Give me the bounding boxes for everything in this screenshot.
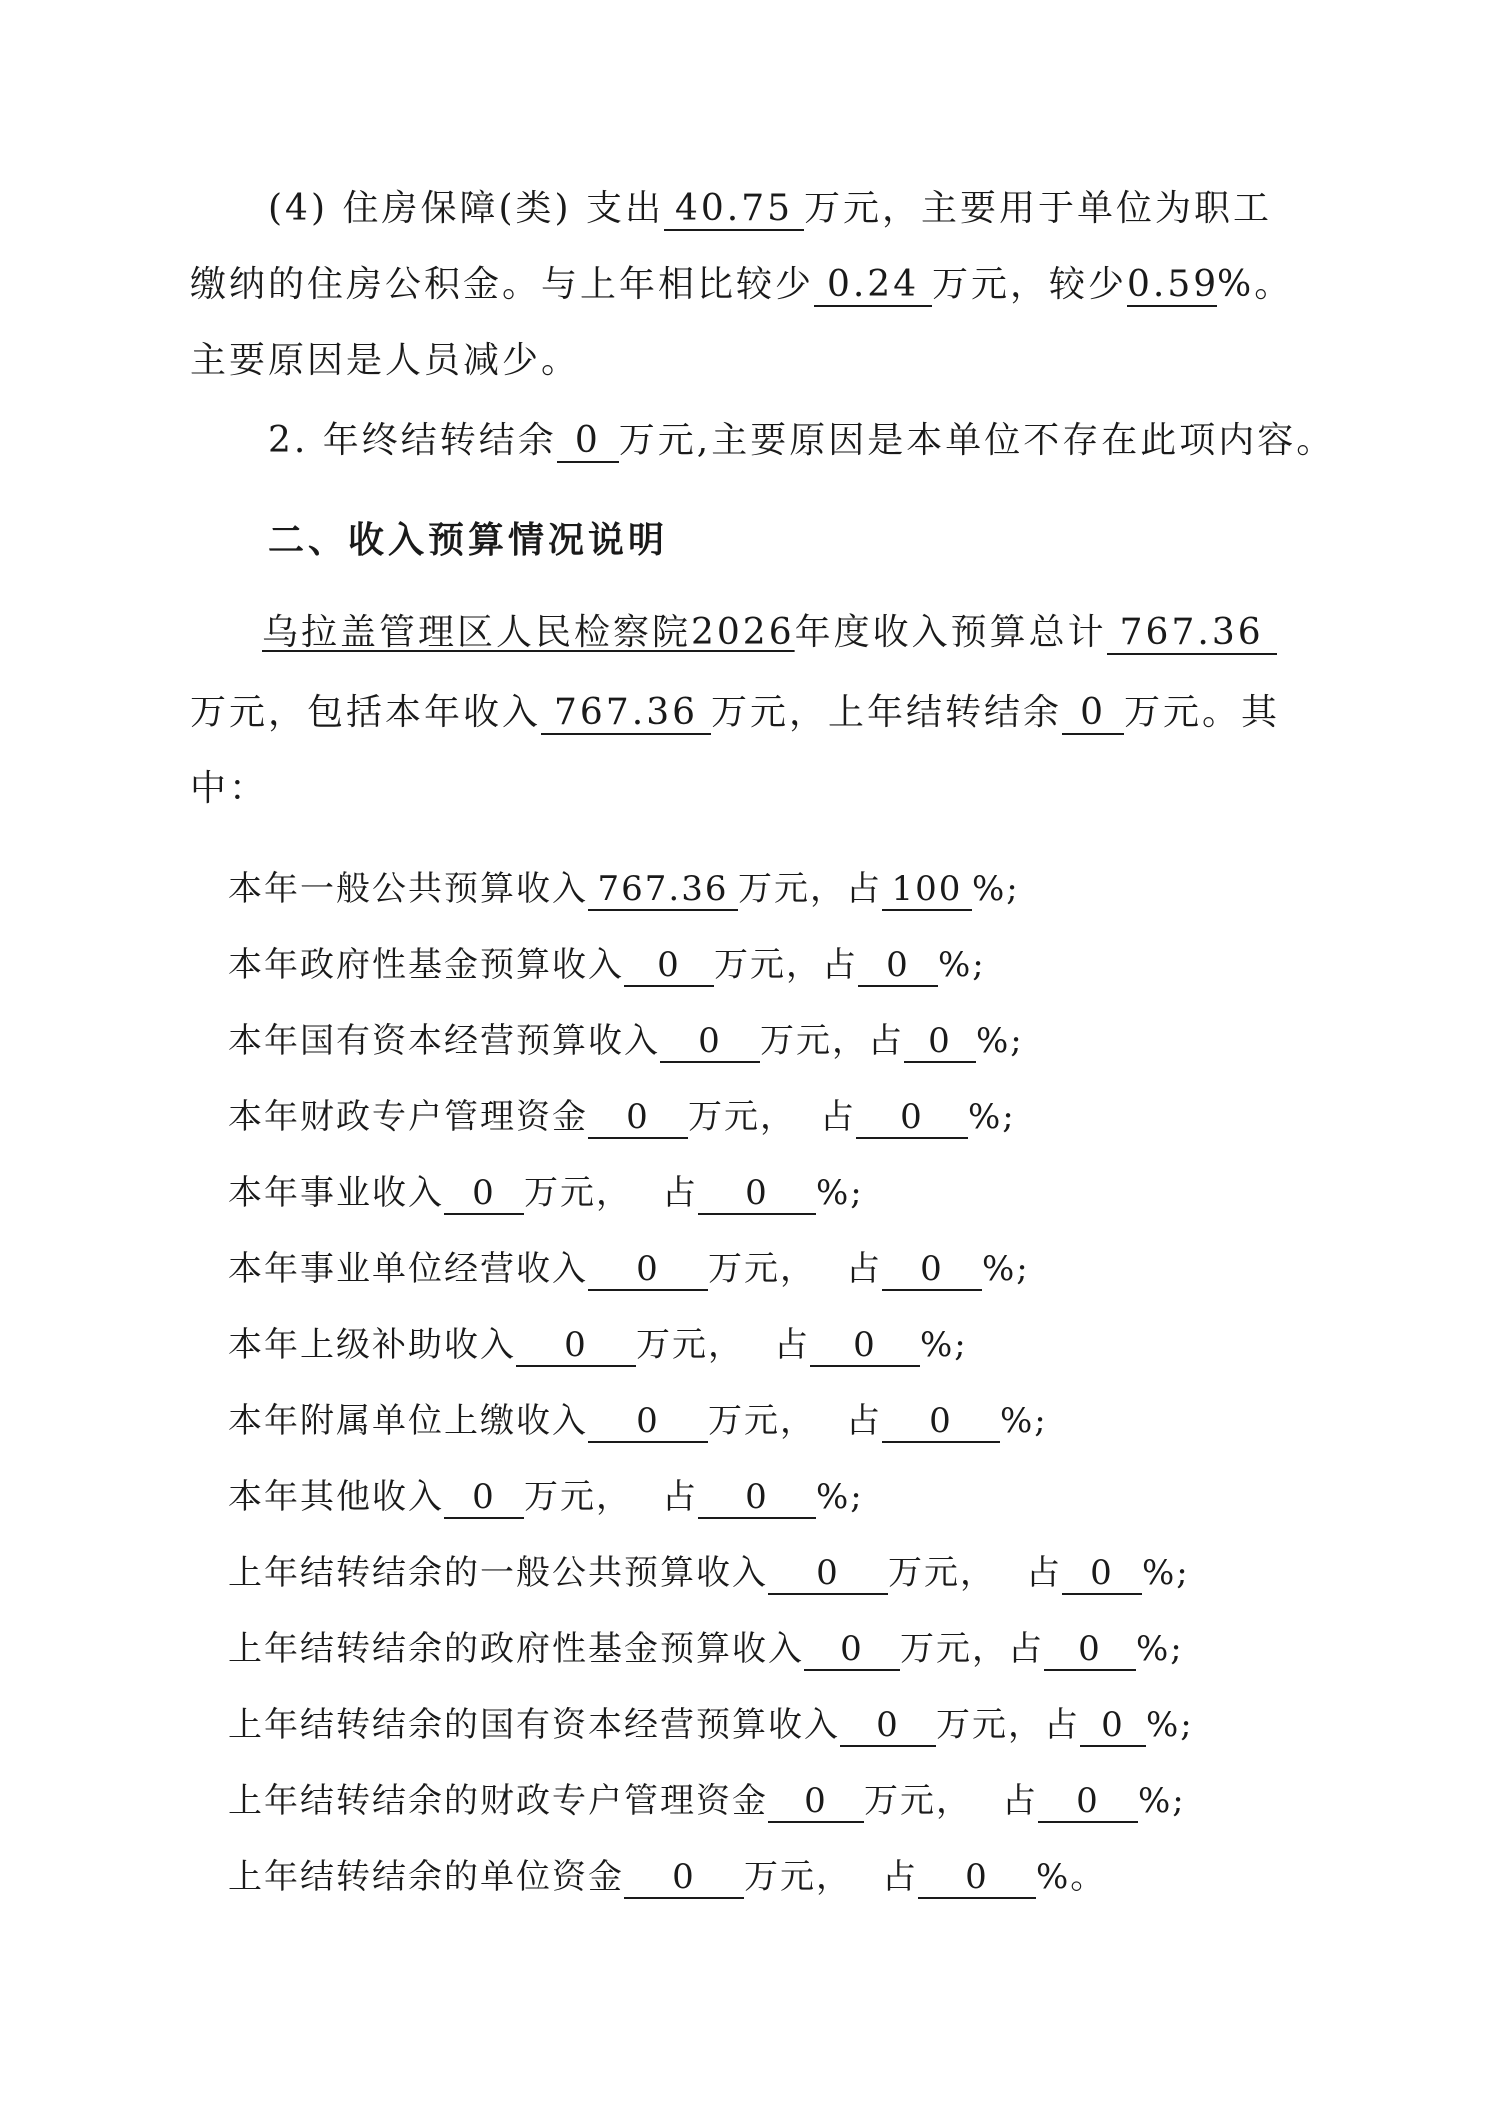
- summary-total: 767.36: [1107, 613, 1277, 655]
- item-end: %。: [1036, 1857, 1107, 1897]
- item-end: %;: [1142, 1553, 1190, 1593]
- summary-unit: 乌拉盖管理区人民检察院2026: [262, 612, 795, 653]
- item-label: 上年结转结余的一般公共预算收入: [228, 1553, 768, 1593]
- housing-amount: 40.75: [664, 189, 804, 231]
- item-share-label: 占: [820, 1097, 856, 1137]
- summary-current: 767.36: [541, 693, 711, 735]
- carryover-suffix: 万元,主要原因是本单位不存在此项内容。: [618, 420, 1336, 461]
- item-end: %;: [976, 1021, 1024, 1061]
- item-unit: 万元，: [636, 1325, 744, 1365]
- carryover-line: [268, 418, 1335, 464]
- item-label: 本年其他收入: [228, 1477, 444, 1517]
- item-end: %;: [1138, 1781, 1186, 1821]
- item-share-label: 占: [822, 945, 858, 985]
- item-share: 0: [918, 1857, 1036, 1899]
- item-amount: 0: [768, 1553, 888, 1595]
- list-item: [228, 1398, 1048, 1444]
- summary-line2c: 万元。其: [1124, 692, 1281, 733]
- item-label: 上年结转结余的国有资本经营预算收入: [228, 1705, 840, 1745]
- housing-prefix: (4) 住房保障(类) 支出: [268, 188, 664, 229]
- item-share: 0: [856, 1097, 968, 1139]
- item-label: 上年结转结余的财政专户管理资金: [228, 1781, 768, 1821]
- item-share: 100: [882, 869, 972, 911]
- summary-mid: 年度收入预算总计: [794, 612, 1107, 653]
- item-label: 本年事业收入: [228, 1173, 444, 1213]
- housing-line-2: [190, 262, 1293, 308]
- carryover-amount: 0: [557, 421, 619, 463]
- item-unit: 万元，: [936, 1705, 1044, 1745]
- item-share: 0: [882, 1249, 982, 1291]
- item-amount: 0: [588, 1249, 708, 1291]
- item-label: 本年事业单位经营收入: [228, 1249, 588, 1289]
- item-unit: 万元，: [744, 1857, 852, 1897]
- item-end: %;: [1146, 1705, 1194, 1745]
- list-item: [228, 1018, 1024, 1064]
- housing-line-1: [268, 186, 1272, 232]
- list-item: [228, 1778, 1186, 1824]
- list-item: [228, 1246, 1030, 1292]
- item-end: %;: [816, 1173, 864, 1213]
- item-share: 0: [1038, 1781, 1138, 1823]
- list-item: [228, 942, 986, 988]
- list-item: [228, 1094, 1016, 1140]
- housing-line2b: 万元，较少: [932, 264, 1128, 305]
- item-share-label: 占: [1002, 1781, 1038, 1821]
- item-end: %;: [972, 869, 1020, 909]
- housing-line2a: 缴纳的住房公积金。与上年相比较少: [190, 264, 815, 305]
- item-end: %;: [920, 1325, 968, 1365]
- item-share-label: 占: [846, 1401, 882, 1441]
- item-amount: 0: [624, 1857, 744, 1899]
- item-share-label: 占: [846, 869, 882, 909]
- item-end: %;: [968, 1097, 1016, 1137]
- item-share: 0: [1062, 1553, 1142, 1595]
- list-item: [228, 1170, 864, 1216]
- housing-pct: 0.59: [1127, 264, 1220, 305]
- list-item: [228, 1702, 1194, 1748]
- section-heading: [268, 518, 668, 564]
- item-amount: 0: [588, 1097, 688, 1139]
- list-item: [228, 1474, 864, 1520]
- carryover-prefix: 2. 年终结转结余: [268, 420, 557, 461]
- item-unit: 万元，: [888, 1553, 996, 1593]
- summary-line3: 中：: [190, 768, 269, 809]
- item-share: 0: [698, 1173, 816, 1215]
- item-label: 本年国有资本经营预算收入: [228, 1021, 660, 1061]
- item-label: 上年结转结余的政府性基金预算收入: [228, 1629, 804, 1669]
- item-amount: 0: [444, 1477, 524, 1519]
- item-amount: 0: [768, 1781, 864, 1823]
- item-amount: 0: [444, 1173, 524, 1215]
- summary-line-3: [190, 766, 268, 812]
- housing-line2c: %。: [1217, 264, 1294, 305]
- list-item: [228, 1550, 1190, 1596]
- item-end: %;: [938, 945, 986, 985]
- item-unit: 万元，: [688, 1097, 796, 1137]
- item-label: 本年附属单位上缴收入: [228, 1401, 588, 1441]
- summary-prior: 0: [1062, 693, 1124, 735]
- list-item: [228, 1626, 1184, 1672]
- item-share-label: 占: [1026, 1553, 1062, 1593]
- item-share-label: 占: [774, 1325, 810, 1365]
- item-unit: 万元，: [708, 1249, 816, 1289]
- item-amount: 0: [588, 1401, 708, 1443]
- summary-line2b: 万元，上年结转结余: [711, 692, 1063, 733]
- item-amount: 767.36: [588, 869, 738, 911]
- item-share: 0: [858, 945, 938, 987]
- item-share-label: 占: [1008, 1629, 1044, 1669]
- housing-line-3: [190, 338, 580, 384]
- item-label: 本年政府性基金预算收入: [228, 945, 624, 985]
- item-amount: 0: [804, 1629, 900, 1671]
- summary-line-2: [190, 690, 1280, 736]
- item-share: 0: [698, 1477, 816, 1519]
- list-item: [228, 1322, 968, 1368]
- item-share-label: 占: [662, 1477, 698, 1517]
- item-end: %;: [1000, 1401, 1048, 1441]
- item-unit: 万元，: [524, 1477, 632, 1517]
- item-share: 0: [1080, 1705, 1146, 1747]
- housing-mid: 万元，主要用于单位为职工: [803, 188, 1272, 229]
- item-unit: 万元，: [738, 869, 846, 909]
- item-share-label: 占: [1044, 1705, 1080, 1745]
- list-item: [228, 1854, 1106, 1900]
- list-item: [228, 866, 1020, 912]
- item-share: 0: [882, 1401, 1000, 1443]
- item-amount: 0: [660, 1021, 760, 1063]
- item-end: %;: [816, 1477, 864, 1517]
- item-unit: 万元，: [708, 1401, 816, 1441]
- item-label: 本年财政专户管理资金: [228, 1097, 588, 1137]
- item-end: %;: [1136, 1629, 1184, 1669]
- item-share: 0: [1044, 1629, 1136, 1671]
- item-share-label: 占: [868, 1021, 904, 1061]
- item-end: %;: [982, 1249, 1030, 1289]
- item-share-label: 占: [662, 1173, 698, 1213]
- summary-line2a: 万元，包括本年收入: [190, 692, 542, 733]
- item-unit: 万元，: [900, 1629, 1008, 1669]
- item-amount: 0: [516, 1325, 636, 1367]
- item-share-label: 占: [846, 1249, 882, 1289]
- housing-reason: 主要原因是人员减少。: [190, 340, 581, 381]
- item-unit: 万元，: [760, 1021, 868, 1061]
- item-share: 0: [810, 1325, 920, 1367]
- item-unit: 万元，: [864, 1781, 972, 1821]
- item-label: 上年结转结余的单位资金: [228, 1857, 624, 1897]
- item-unit: 万元，: [524, 1173, 632, 1213]
- item-label: 本年一般公共预算收入: [228, 869, 588, 909]
- item-amount: 0: [624, 945, 714, 987]
- item-unit: 万元，: [714, 945, 822, 985]
- item-share: 0: [904, 1021, 976, 1063]
- summary-line-1: [262, 610, 1277, 656]
- item-label: 本年上级补助收入: [228, 1325, 516, 1365]
- housing-diff: 0.24: [814, 265, 932, 307]
- section-title: 二、收入预算情况说明: [268, 520, 669, 561]
- item-amount: 0: [840, 1705, 936, 1747]
- item-share-label: 占: [882, 1857, 918, 1897]
